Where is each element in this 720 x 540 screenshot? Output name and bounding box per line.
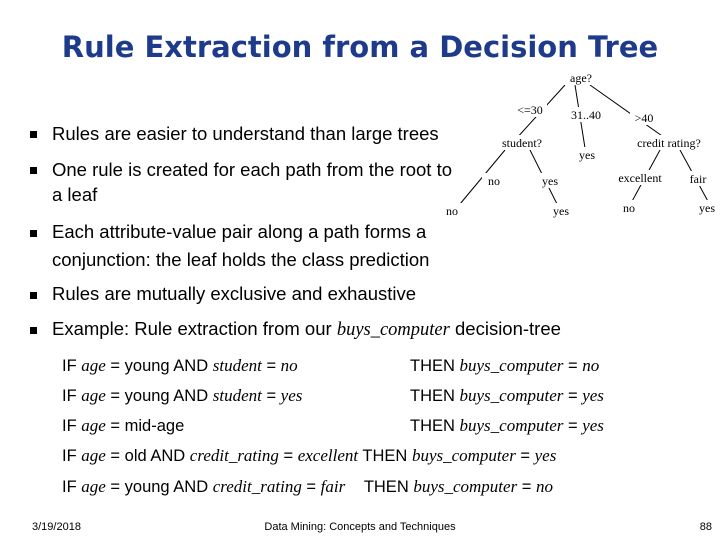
branch-gt40-label: >40	[634, 111, 654, 125]
rule-attr: student	[212, 386, 262, 405]
rule-target: buys_computer	[459, 386, 564, 405]
rule-target: buys_computer	[411, 446, 516, 465]
rule-value: no	[280, 356, 298, 375]
leaf-yes-left-label: yes	[553, 204, 569, 218]
rule-value: young	[124, 478, 170, 496]
rule-prediction: no	[536, 477, 554, 496]
example-target-name: buys_computer	[336, 320, 450, 340]
rule-and: AND	[173, 357, 209, 375]
bullet-attribute-pair: Each attribute-value pair along a path forms a	[52, 221, 427, 242]
bullet-example	[52, 317, 561, 342]
bullet-mutually-exclusive: Rules are mutually exclusive and exhaustive	[52, 283, 417, 304]
rule-attr: credit_rating	[212, 477, 302, 496]
rule-attr: age	[81, 386, 106, 405]
leaf-yes-right-label: yes	[699, 201, 715, 215]
rule-eq: =	[306, 478, 317, 496]
footer-source: Data Mining: Concepts and Techniques	[264, 521, 456, 533]
rule-if: IF	[62, 357, 77, 375]
rule-if: IF	[62, 447, 77, 465]
example-text: Example: Rule extraction from our	[52, 318, 332, 339]
branch-excellent-label: excellent	[618, 171, 662, 185]
rule-attr: student	[212, 356, 262, 375]
bullet-one-rule-cont: a leaf	[52, 184, 98, 205]
node-credit-label: credit rating?	[637, 136, 701, 150]
rule-if: IF	[62, 417, 77, 435]
rule-then-keyword: THEN	[362, 447, 408, 465]
rule-target: buys_computer	[459, 356, 564, 375]
rule-value: excellent	[297, 446, 359, 465]
branch-student-yes-label: yes	[542, 174, 558, 188]
rule-prediction: no	[582, 356, 600, 375]
rule-then	[410, 416, 604, 436]
rule-value: young	[124, 387, 170, 405]
rule-then	[410, 356, 599, 376]
rule-value: young	[124, 357, 170, 375]
bullet-marker	[30, 327, 37, 334]
rule-prediction: yes	[582, 416, 604, 435]
rule-prediction: yes	[582, 386, 604, 405]
rule-prediction: yes	[534, 446, 557, 465]
slide-title: Rule Extraction from a Decision Tree	[61, 30, 659, 64]
rule-target: buys_computer	[459, 416, 564, 435]
rule-row	[62, 416, 604, 436]
branch-31-40-label: 31..40	[571, 108, 601, 122]
rule-then-keyword: THEN	[363, 478, 409, 496]
rule-eq: =	[110, 387, 121, 405]
branch-le30-label: <=30	[517, 103, 543, 117]
rule-value: old	[124, 447, 147, 465]
rule-and: AND	[173, 478, 209, 496]
branch-fair-label: fair	[689, 172, 707, 186]
rule-then	[364, 478, 553, 496]
rule-row	[62, 446, 556, 466]
leaf-no-left-label: no	[446, 204, 458, 218]
rule-if: IF	[62, 478, 77, 496]
rule-eq: =	[110, 357, 121, 375]
rule-eq: =	[567, 387, 578, 405]
leaf-yes-mid-label: yes	[579, 148, 595, 162]
rule-eq: =	[110, 447, 121, 465]
rule-then-keyword: THEN	[410, 387, 455, 405]
bullet-rules-easier: Rules are easier to understand than large trees	[52, 123, 439, 144]
bullet-marker	[30, 167, 37, 174]
rule-then	[362, 447, 556, 465]
rule-then	[410, 386, 604, 406]
rule-attr: age	[81, 416, 106, 435]
rule-row	[62, 386, 604, 406]
bullet-marker	[30, 131, 37, 138]
rule-then-keyword: THEN	[410, 417, 455, 435]
bullet-attribute-pair-cont: conjunction: the leaf holds the class prediction	[52, 249, 430, 270]
rule-eq: =	[110, 478, 121, 496]
rule-eq: =	[567, 417, 578, 435]
rule-eq: =	[266, 357, 277, 375]
rule-and: AND	[173, 387, 209, 405]
rule-if: IF	[62, 387, 77, 405]
rule-eq: =	[521, 478, 532, 496]
bullet-marker	[30, 230, 37, 237]
footer-page-number: 88	[699, 521, 712, 533]
rule-row	[62, 356, 600, 376]
leaf-no-right-label: no	[623, 201, 635, 215]
tree-root-label: age?	[570, 71, 592, 85]
bullet-marker	[30, 292, 37, 299]
rule-attr: age	[81, 446, 106, 465]
rule-row	[62, 477, 553, 497]
rule-attr: age	[81, 477, 106, 496]
rule-eq: =	[266, 387, 277, 405]
bullet-one-rule: One rule is created for each path from the root to	[52, 159, 453, 180]
footer-date: 3/19/2018	[32, 521, 81, 533]
rule-eq: =	[283, 447, 294, 465]
node-student-label: student?	[502, 136, 542, 150]
rule-then-keyword: THEN	[410, 357, 455, 375]
rule-attr: age	[81, 356, 106, 375]
rule-and: AND	[150, 447, 186, 465]
example-text-end: decision-tree	[455, 318, 561, 339]
rule-eq: =	[110, 417, 121, 435]
rule-attr: credit_rating	[189, 446, 279, 465]
rule-value: yes	[280, 386, 303, 405]
branch-student-no-label: no	[488, 174, 500, 188]
rule-value: mid-age	[124, 417, 185, 435]
rule-value: fair	[320, 477, 346, 496]
rule-eq: =	[520, 447, 531, 465]
rule-eq: =	[567, 357, 578, 375]
rule-target: buys_computer	[413, 477, 518, 496]
